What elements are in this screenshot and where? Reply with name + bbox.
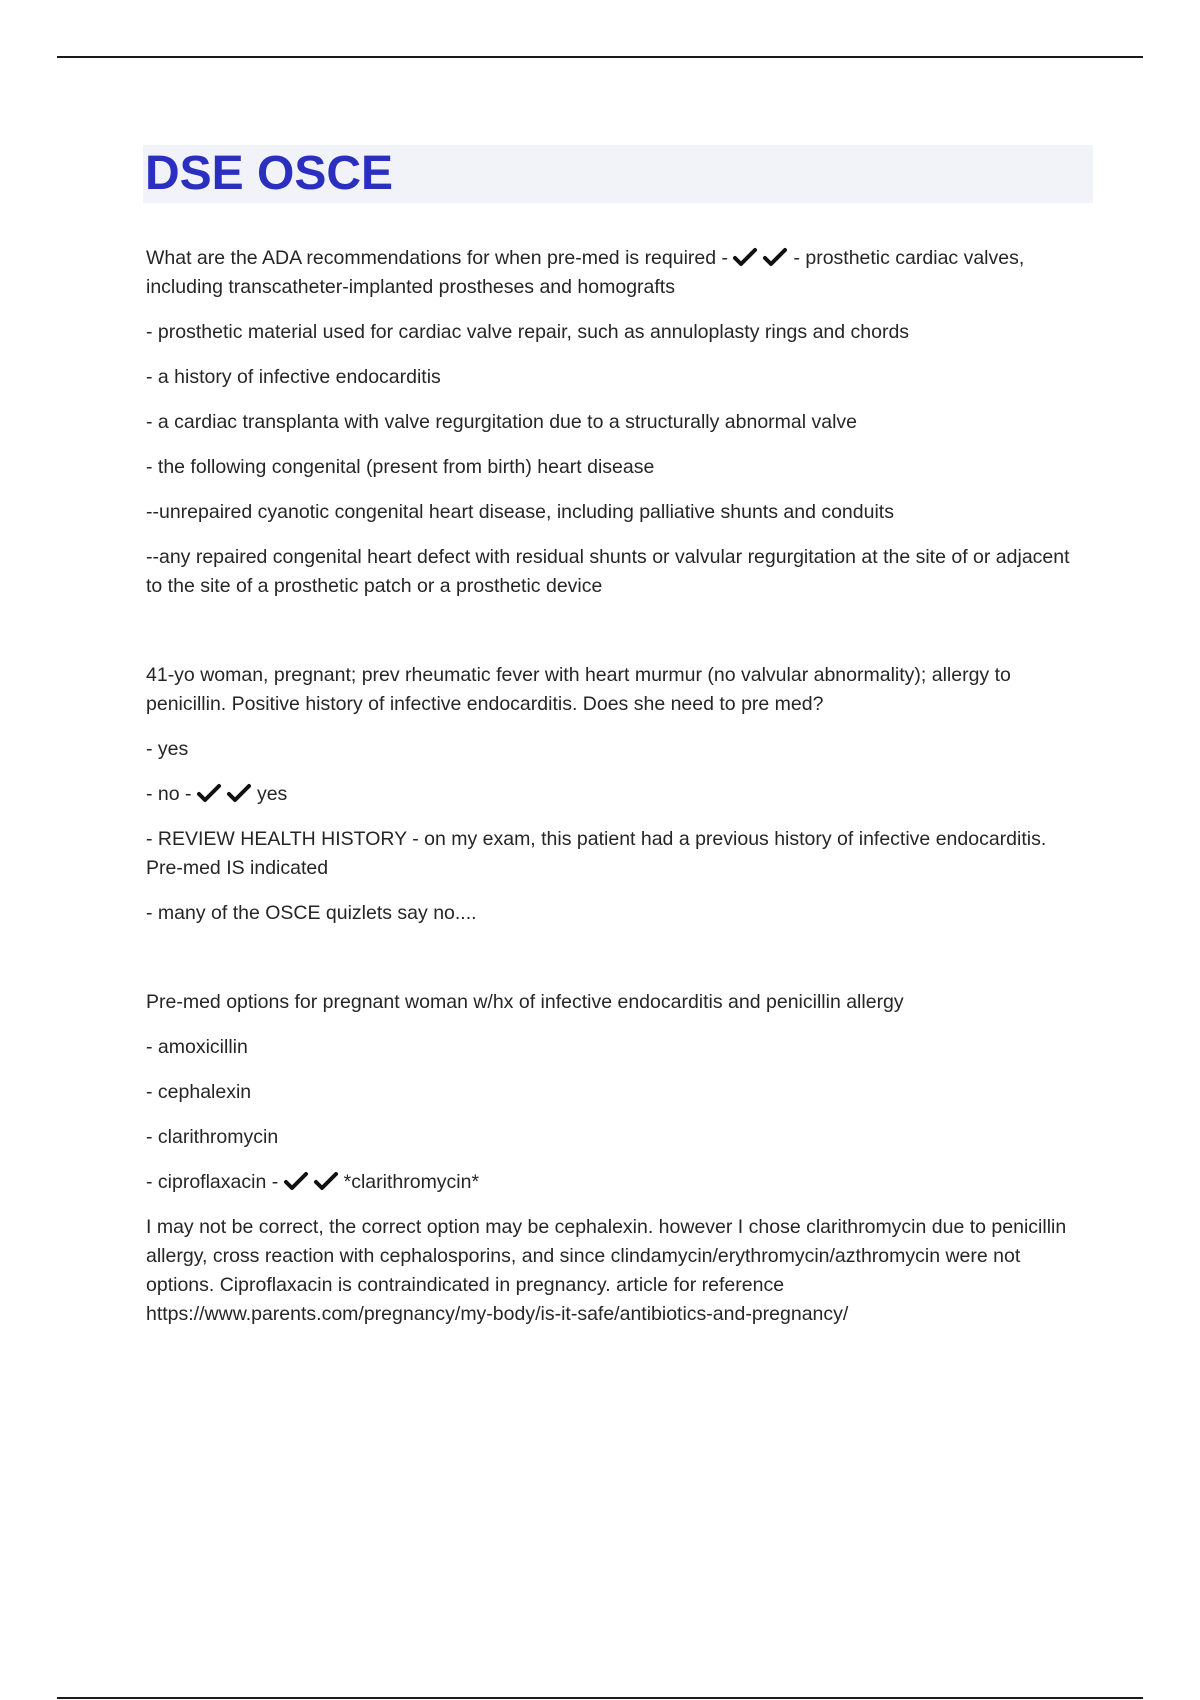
- answer-1-first: - prosthetic cardiac valves, including transcatheter-implanted prostheses and homografts: [146, 247, 1025, 298]
- answer-2-note: - many of the OSCE quizlets say no....: [146, 902, 477, 924]
- explanation-text: I may not be correct, the correct option may be cephalexin. however I chose clarithromycin due to penicillin allergy, cross reaction with cephalosporins, and since clindamycin/erythromycin/azthromycin were not options. Ciproflaxacin is contraindicated in pregnancy. article for reference: [146, 1216, 1067, 1296]
- answer-1-line: --unrepaired cyanotic congenital heart disease, including palliative shunts and conduits: [146, 501, 894, 523]
- option-amoxicillin: - amoxicillin: [146, 1036, 248, 1058]
- flashcard-2: [146, 661, 1086, 928]
- title-banner: [143, 145, 1093, 203]
- answer-1-line: - prosthetic material used for cardiac valve repair, such as annuloplasty rings and chords: [146, 321, 910, 343]
- answer-1-line: - a cardiac transplanta with valve regurgitation due to a structurally abnormal valve: [146, 411, 858, 433]
- answer-3: *clarithromycin*: [343, 1171, 480, 1193]
- answer-3-explanation: [146, 1213, 1086, 1329]
- option-no: [146, 780, 1086, 809]
- option-ciproflaxacin: [146, 1168, 1086, 1197]
- flashcard-3: [146, 988, 1086, 1329]
- bottom-divider: [57, 1697, 1143, 1699]
- document-title: DSE OSCE: [145, 147, 394, 200]
- checkmark-icon: [197, 783, 221, 803]
- option-cephalexin: - cephalexin: [146, 1081, 252, 1103]
- question-3: Pre-med options for pregnant woman w/hx of infective endocarditis and penicillin allergy: [146, 991, 904, 1013]
- question-2: 41-yo woman, pregnant; prev rheumatic fever with heart murmur (no valvular abnormality); allergy to penicillin. Positive history of infective endocarditis. Does she need to pre med?: [146, 664, 1011, 715]
- option-ciproflaxacin-text: - ciproflaxacin -: [146, 1171, 284, 1193]
- option-clarithromycin: - clarithromycin: [146, 1126, 279, 1148]
- checkmark-icon: [763, 247, 787, 267]
- top-divider: [57, 56, 1143, 58]
- flashcard-1: [146, 244, 1086, 601]
- answer-1-line: --any repaired congenital heart defect with residual shunts or valvular regurgitation at the site of or adjacent to the site of a prosthetic patch or a prosthetic device: [146, 546, 1070, 597]
- answer-2-note: - REVIEW HEALTH HISTORY - on my exam, this patient had a previous history of infective endocarditis. Pre-med IS indicated: [146, 828, 1047, 879]
- checkmark-icon: [314, 1171, 338, 1191]
- question-1-text: What are the ADA recommendations for when pre-med is required -: [146, 247, 734, 269]
- document-body: [146, 244, 1086, 1329]
- checkmark-icon: [284, 1171, 308, 1191]
- reference-url: https://www.parents.com/pregnancy/my-body/is-it-safe/antibiotics-and-pregnancy/: [146, 1303, 849, 1325]
- answer-1-line: - a history of infective endocarditis: [146, 366, 441, 388]
- checkmark-icon: [733, 247, 757, 267]
- checkmark-icon: [227, 783, 251, 803]
- question-1: [146, 244, 1086, 302]
- answer-2: yes: [256, 783, 288, 805]
- answer-1-line: - the following congenital (present from birth) heart disease: [146, 456, 655, 478]
- option-yes: - yes: [146, 738, 189, 760]
- option-no-text: - no -: [146, 783, 197, 805]
